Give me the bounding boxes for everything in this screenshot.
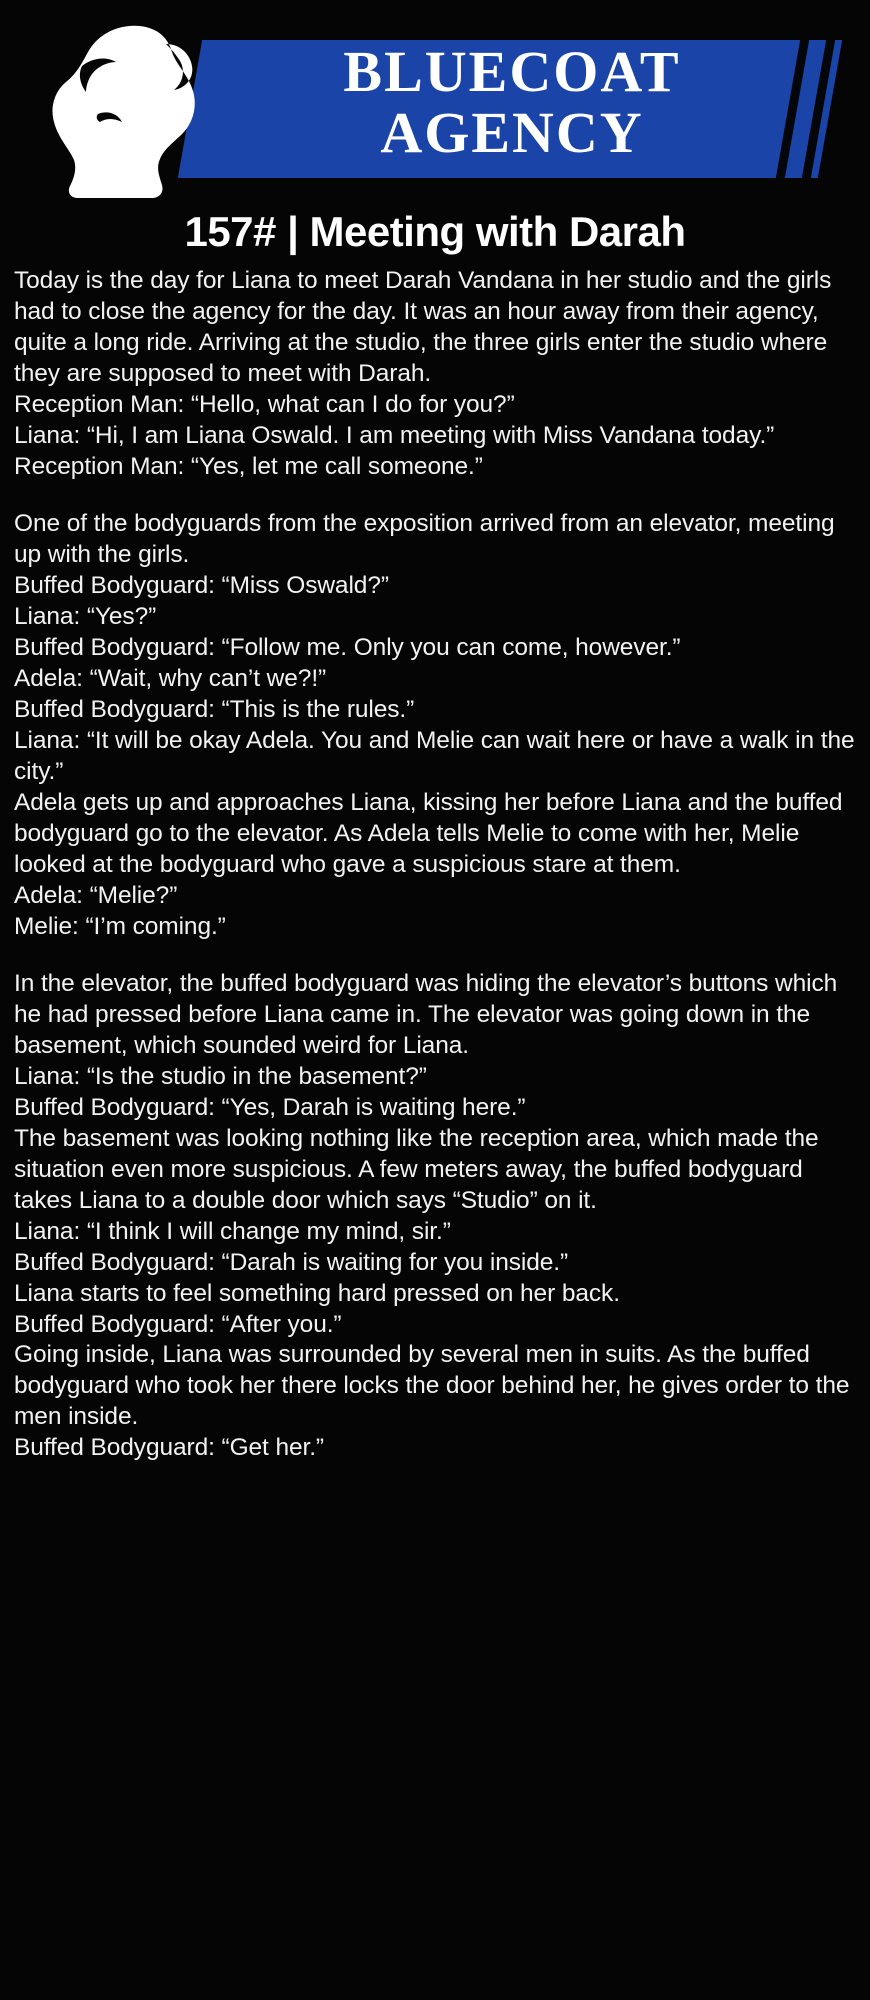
story-paragraph: Liana: “It will be okay Adela. You and Melie can wait here or have a walk in the city.”	[14, 726, 855, 785]
story-paragraph: Melie: “I’m coming.”	[14, 912, 226, 940]
story-paragraph: Buffed Bodyguard: “After you.”	[14, 1310, 342, 1338]
story-paragraph: Liana: “I think I will change my mind, sir.”	[14, 1217, 451, 1245]
story-paragraph: Going inside, Liana was surrounded by several men in suits. As the buffed bodyguard who took her there locks the door behind her, he gives order to the men inside.	[14, 1341, 850, 1431]
story-paragraph: Adela: “Wait, why can’t we?!”	[14, 664, 327, 692]
story-paragraph: In the elevator, the buffed bodyguard was hiding the elevator’s buttons which he had pressed before Liana came in. The elevator was going down in the basement, which sounded weird for Liana.	[14, 969, 838, 1059]
story-paragraph: Reception Man: “Hello, what can I do for you?”	[14, 390, 515, 418]
story-paragraph-spacer	[14, 943, 856, 969]
story-paragraph: Adela gets up and approaches Liana, kissing her before Liana and the buffed bodyguard go to the elevator. As Adela tells Melie to come with her, Melie looked at the bodyguard who gave a suspicious stare at them.	[14, 788, 843, 878]
story-paragraph: Liana: “Hi, I am Liana Oswald. I am meeting with Miss Vandana today.”	[14, 421, 775, 449]
story-paragraph: Reception Man: “Yes, let me call someone.”	[14, 452, 483, 480]
logo-line-2: AGENCY	[380, 99, 644, 165]
story-paragraph: Liana: “Is the studio in the basement?”	[14, 1062, 427, 1090]
story-paragraph: Buffed Bodyguard: “Get her.”	[14, 1434, 324, 1462]
logo-line-1: BLUECOAT	[343, 39, 681, 104]
story-paragraph: One of the bodyguards from the exposition arrived from an elevator, meeting up with the girls.	[14, 509, 835, 568]
story-paragraph: Buffed Bodyguard: “Yes, Darah is waiting here.”	[14, 1093, 526, 1121]
story-paragraph: Buffed Bodyguard: “Follow me. Only you can come, however.”	[14, 633, 681, 661]
story-body	[0, 266, 870, 1482]
story-paragraph: Buffed Bodyguard: “Miss Oswald?”	[14, 571, 389, 599]
story-paragraph: Buffed Bodyguard: “Darah is waiting for you inside.”	[14, 1248, 569, 1276]
logo-wordmark	[232, 39, 792, 165]
story-paragraph: The basement was looking nothing like the reception area, which made the situation even more suspicious. A few meters away, the buffed bodyguard takes Liana to a double door which says “Studio” on it.	[14, 1124, 819, 1214]
story-paragraph: Today is the day for Liana to meet Darah Vandana in her studio and the girls had to close the agency for the day. It was an hour away from their agency, quite a long ride. Arriving at the studio, the three girls enter the studio where they are supposed to meet with Darah.	[14, 267, 832, 387]
story-paragraph: Adela: “Melie?”	[14, 881, 178, 909]
story-paragraph-spacer	[14, 483, 856, 509]
story-paragraph: Liana: “Yes?”	[14, 602, 157, 630]
story-paragraph: Buffed Bodyguard: “This is the rules.”	[14, 695, 415, 723]
page-title: 157# | Meeting with Darah	[184, 208, 686, 255]
story-paragraph: Liana starts to feel something hard pressed on her back.	[14, 1279, 620, 1307]
detective-head-silhouette-icon	[48, 22, 213, 202]
agency-logo-banner	[0, 14, 870, 204]
